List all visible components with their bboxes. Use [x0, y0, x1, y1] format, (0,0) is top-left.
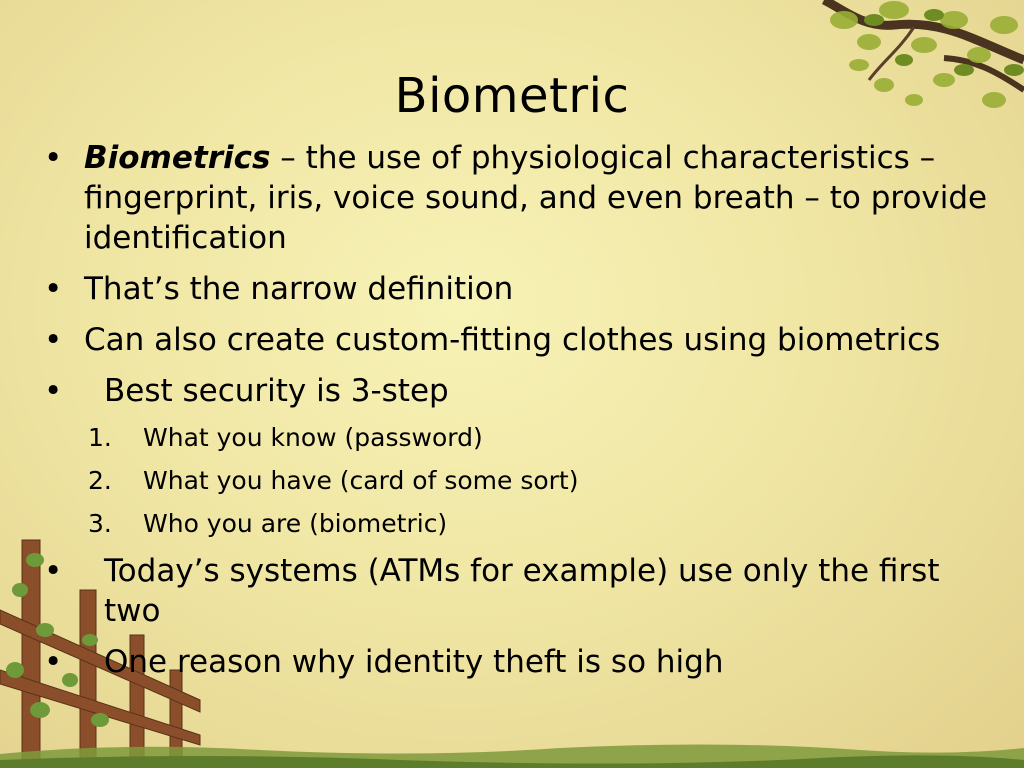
bullet-item: [44, 138, 994, 258]
bullet-term: Biometrics: [84, 140, 271, 176]
numbered-item: [88, 465, 994, 497]
item-number: 2.: [88, 466, 112, 495]
bullet-text: One reason why identity theft is so high: [104, 644, 724, 680]
bullet-dot: •: [44, 140, 63, 176]
bullet-item: [44, 269, 994, 309]
bullet-list: [44, 138, 994, 693]
numbered-item: [88, 422, 994, 454]
bullet-text: Best security is 3-step: [104, 373, 449, 409]
bullet-dot: •: [44, 322, 63, 358]
bullet-text: Can also create custom-fitting clothes using biometrics: [84, 322, 941, 358]
bullet-text: Today’s systems (ATMs for example) use only the first two: [104, 553, 940, 629]
numbered-item: [88, 508, 994, 540]
bullet-item: [44, 320, 994, 360]
bullet-dot: •: [44, 373, 63, 409]
bullet-dot: •: [44, 553, 63, 589]
item-text: What you have (card of some sort): [143, 466, 579, 495]
bullet-text: – the use of physiological characteristics – fingerprint, iris, voice sound, and even breath – to provide identification: [84, 140, 988, 256]
item-number: 1.: [88, 423, 112, 452]
bullet-text: That’s the narrow definition: [84, 271, 514, 307]
bullet-item: [44, 642, 994, 682]
bullet-dot: •: [44, 644, 63, 680]
grass-icon: [0, 734, 1024, 768]
bullet-item: [44, 371, 994, 411]
slide-title: Biometric: [394, 68, 630, 124]
bullet-item: [44, 551, 994, 631]
item-number: 3.: [88, 509, 112, 538]
item-text: Who you are (biometric): [143, 509, 448, 538]
bullet-dot: •: [44, 271, 63, 307]
numbered-list: [88, 422, 994, 540]
item-text: What you know (password): [143, 423, 483, 452]
